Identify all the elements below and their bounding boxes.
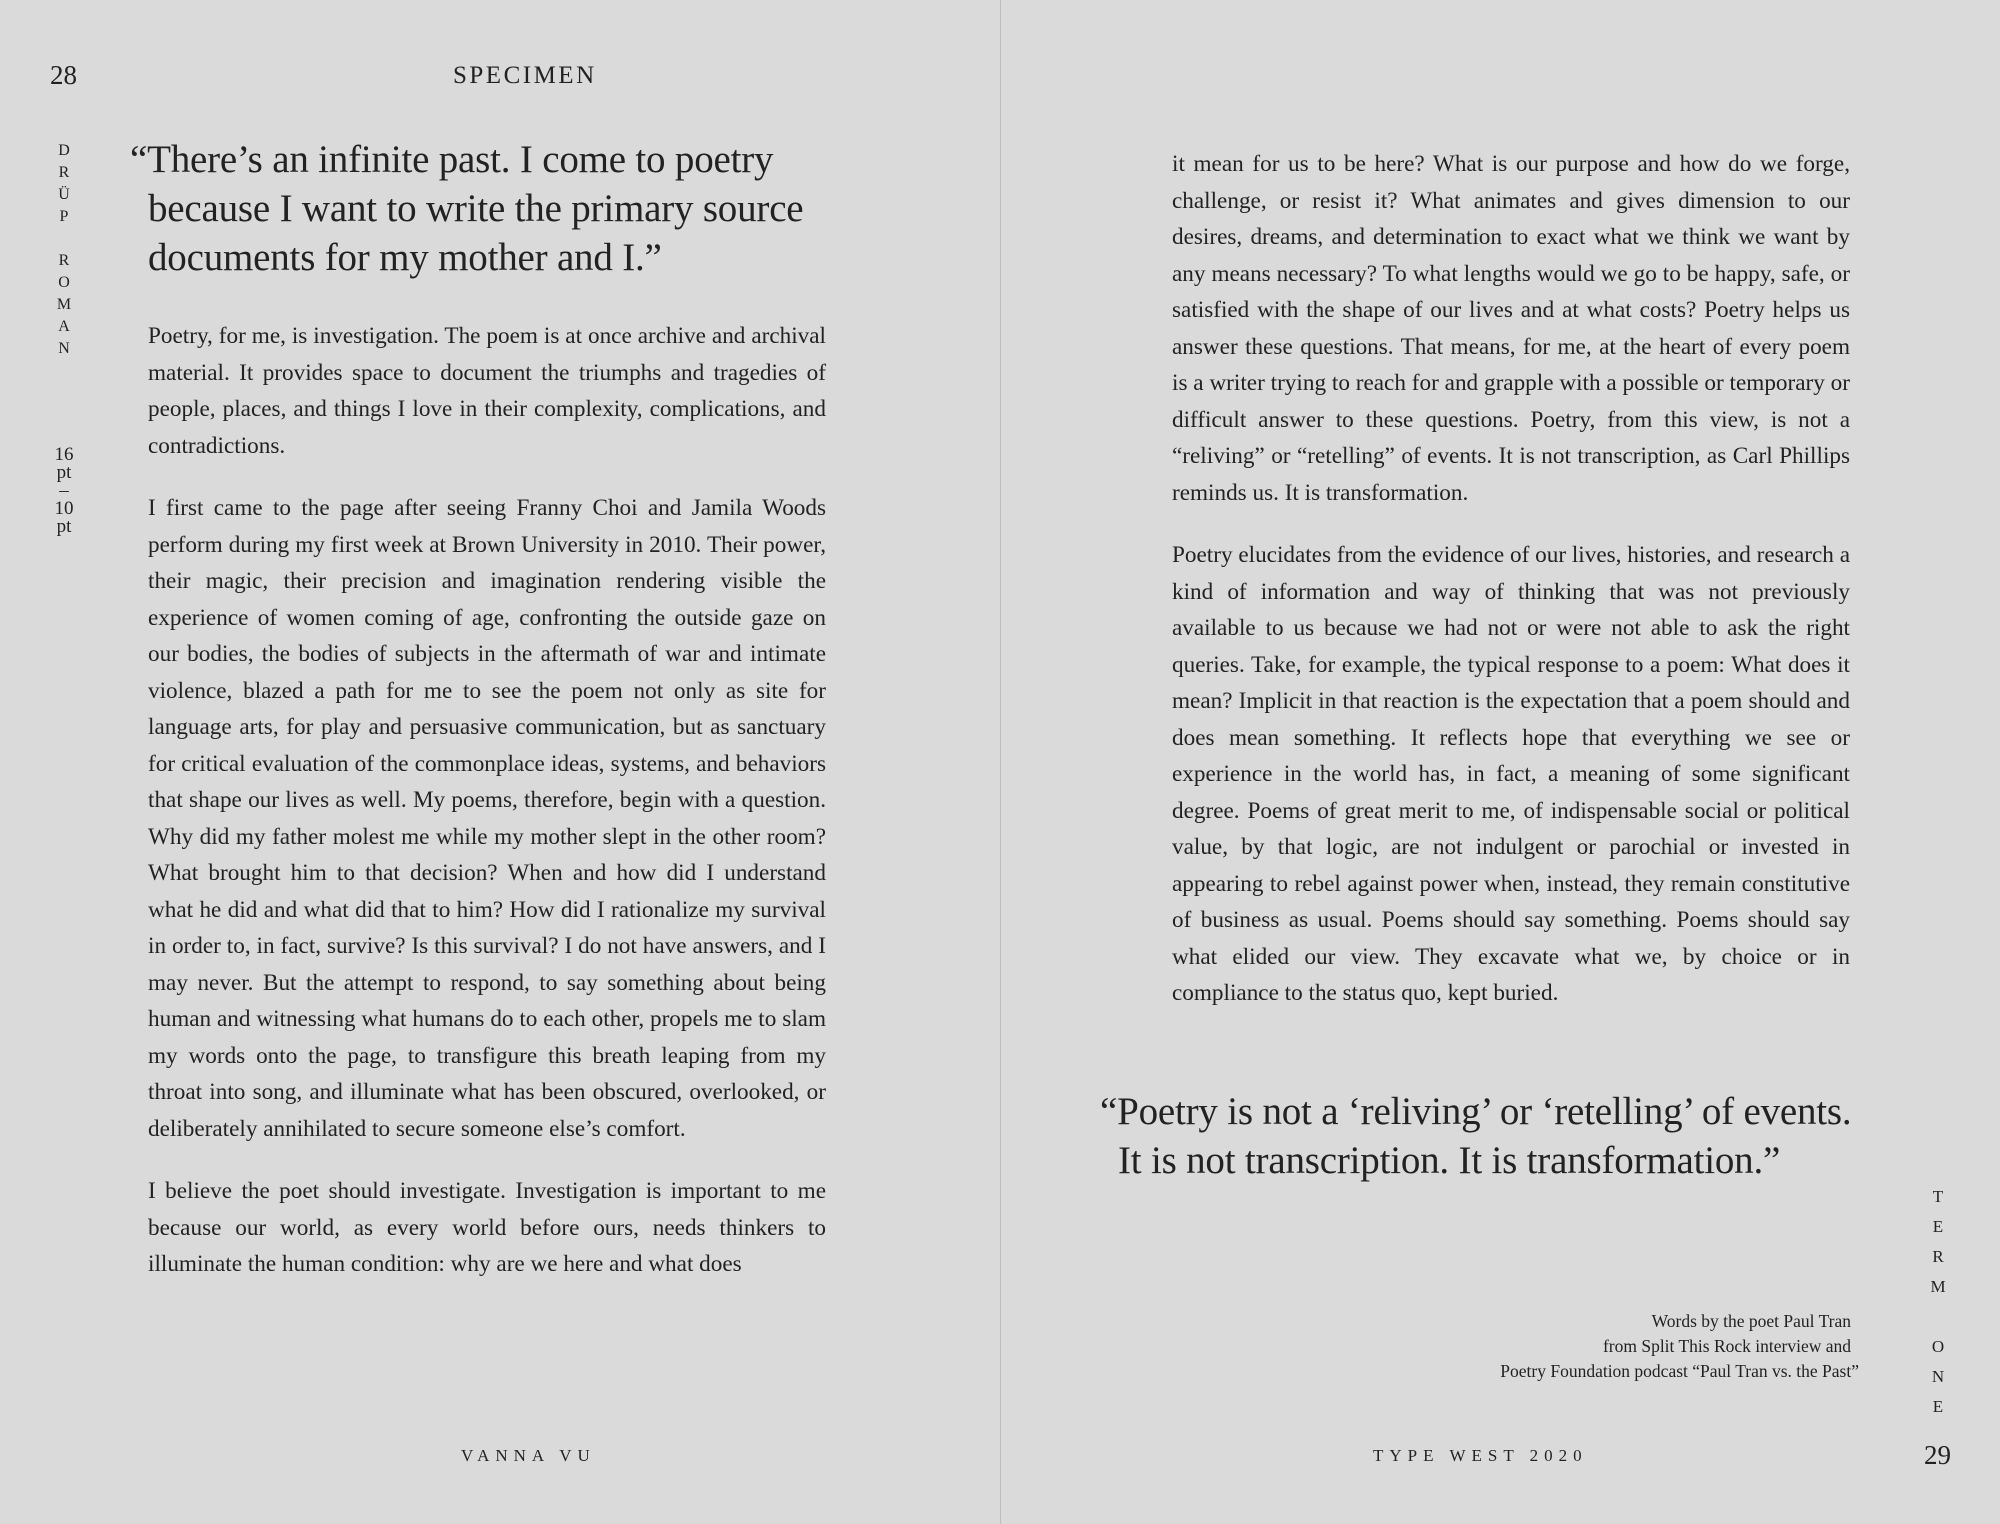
footer-event: TYPE WEST 2020 — [1373, 1446, 1588, 1465]
paragraph: Poetry, for me, is investigation. The poem is at once archive and archival material. It provides space to document the triumphs and tragedies of people, places, and things I love in their complexity, complications, and contradictions. — [148, 323, 826, 459]
term-vertical-label — [1928, 1182, 1948, 1422]
vertical-letter: M — [1930, 1277, 1946, 1296]
page-number-left: 28 — [50, 60, 77, 90]
paragraph: Poetry elucidates from the evidence of our lives, histories, and research a kind of information and way of thinking that was not previously available to us because we had not or were not able to ask the right queries. Take, for example, the typical response to a poem: What does it mean? Implicit in that reaction is the expectation that a poem should and does mean something. It reflects hope that everything we see or experience in the world has, in fact, a meaning of some significant degree. Poems of great merit to me, of indispensable social or political value, by that logic, are not indulgent or parochial or invested in appearing to rebel against power when, instead, they remain constitutive of business as usual. Poems should say something. Poems should say what elided our view. They excavate what we, by choice or in compliance to the status quo, kept buried. — [1172, 542, 1850, 1006]
quote-credits — [1301, 1309, 1859, 1384]
page-number-right: 29 — [1924, 1440, 1951, 1470]
pull-quote-text: “There’s an infinite past. I come to poetry because I want to write the primary source documents for my mother and I.” — [130, 138, 804, 279]
vertical-letter: M — [56, 296, 72, 313]
paragraph: I believe the poet should investigate. Investigation is important to me because our world, as every world before ours, needs thinkers to illuminate the human condition: why are we here and what does — [148, 1178, 826, 1277]
paragraph: it mean for us to be here? What is our purpose and how do we forge, challenge, or resist it? What animates and gives dimension to our desires, dreams, and determination to exact what we think we want by any means necessary? To what lengths would we go to be happy, safe, or satisfied with the shape of our lives and at what costs? Poetry helps us answer these questions. That means, for me, at the heart of every poem is a writer trying to reach for and grapple with a possible or temporary or difficult answer to these questions. Poetry, from this view, is not a “reliving” or “retelling” of events. It is not transcription, as Carl Phillips reminds us. It is transformation. — [1172, 151, 1850, 506]
pull-quote-text: “Poetry is not a ‘reliving’ or ‘retelling’ of events. It is not transcription. It is transformation.” — [1100, 1090, 1852, 1182]
vertical-letter: R — [58, 164, 70, 181]
credit-line: Words by the poet Paul Tran — [1651, 1311, 1851, 1331]
vertical-letter: E — [1932, 1397, 1944, 1416]
pull-quote-right — [1100, 1087, 1870, 1185]
vertical-letter: R — [58, 252, 70, 269]
size-text: 10 — [54, 498, 74, 519]
size-text: pt — [56, 462, 72, 483]
vertical-gap — [1928, 1302, 1948, 1332]
right-page — [1001, 0, 2000, 1524]
credit-line: Poetry Foundation podcast “Paul Tran vs. the Past” — [1500, 1361, 1859, 1381]
pull-quote-left — [130, 135, 860, 282]
body-text-right — [1172, 146, 1850, 1038]
credit-line: from Split This Rock interview and — [1602, 1336, 1851, 1356]
vertical-letter: N — [58, 340, 70, 357]
vertical-letter: O — [1931, 1337, 1945, 1356]
size-text: pt — [56, 516, 72, 537]
size-text: 16 — [54, 444, 74, 465]
size-text: – — [59, 480, 69, 501]
vertical-letter: E — [1932, 1217, 1944, 1236]
body-text-left — [148, 318, 826, 1309]
vertical-letter: D — [58, 142, 70, 159]
paragraph: I first came to the page after seeing Franny Choi and Jamila Woods perform during my first week at Brown University in 2010. Their power, their magic, their precision and imagination rendering visible the experience of women coming of age, confronting the outside gaze on our bodies, the bodies of subjects in the aftermath of war and intimate violence, blazed a path for me to see the poem not only as site for language arts, for play and persuasive communication, but as sanctuary for critical evaluation of the commonplace ideas, systems, and behaviors that shape our lives as well. My poems, therefore, begin with a question. Why did my father molest me while my mother slept in the other room? What brought him to that decision? When and how did I understand what he did and what did that to him? How did I rationalize my survival in order to, in fact, survive? Is this survival? I do not have answers, and I may never. But the attempt to respond, to say something about being human and witnessing what humans do to each other, propels me to slam my words onto the page, to transfigure this breath leaping from my throat into song, and illuminate what has been obscured, overlooked, or deliberately annihilated to secure someone else’s comfort. — [148, 495, 826, 1142]
vertical-letter: A — [58, 318, 70, 335]
font-size-vertical-label — [52, 446, 76, 536]
vertical-letter: T — [1932, 1187, 1944, 1206]
vertical-letter: O — [58, 274, 70, 291]
footer-author: VANNA VU — [461, 1446, 596, 1465]
running-head: SPECIMEN — [453, 62, 597, 89]
font-name-vertical-label — [54, 140, 74, 360]
vertical-letter: N — [1931, 1367, 1945, 1386]
vertical-letter: Ü — [58, 186, 70, 203]
vertical-letter: P — [59, 208, 69, 225]
vertical-gap — [54, 228, 74, 250]
vertical-letter: R — [1932, 1247, 1944, 1266]
